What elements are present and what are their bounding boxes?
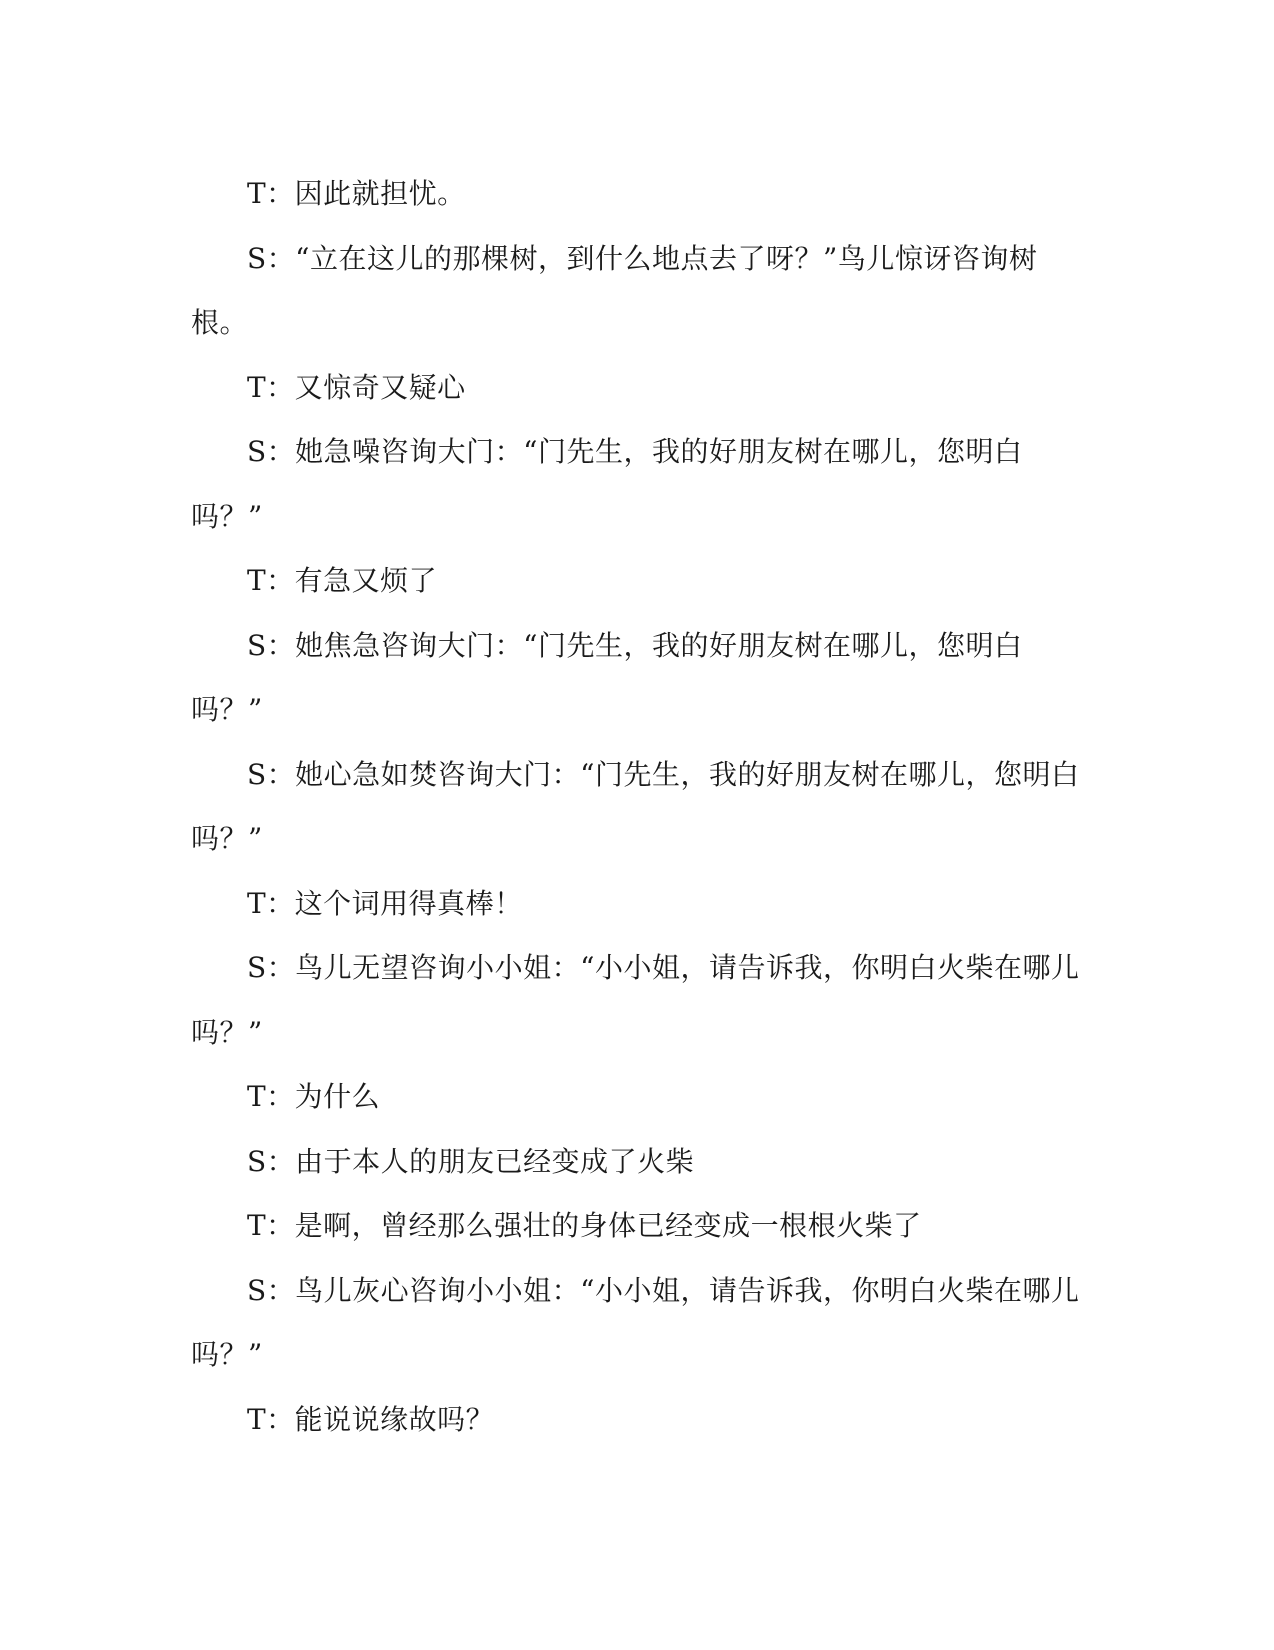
paragraph-8: T：这个词用得真棒！ [247,886,523,920]
paragraph-2: S：“立在这儿的那棵树，到什么地点去了呀？”鸟儿惊讶咨询树根。 [191,241,1038,339]
paragraph-13: S：鸟儿灰心咨询小小姐：“小小姐，请告诉我，你明白火柴在哪儿吗？” [191,1273,1080,1371]
paragraph-11: S：由于本人的朋友已经变成了火柴 [247,1144,695,1178]
paragraph-1: T：因此就担忧。 [247,177,466,210]
paragraph-12: T：是啊，曾经那么强壮的身体已经变成一根根火柴了 [247,1209,922,1242]
paragraph-7: S：她心急如焚咨询大门：“门先生，我的好朋友树在哪儿，您明白吗？” [191,757,1080,855]
paragraph-10: T：为什么 [247,1080,381,1113]
paragraph-14: T：能说说缘故吗？ [247,1402,495,1436]
paragraph-9: S：鸟儿无望咨询小小姐：“小小姐，请告诉我，你明白火柴在哪儿吗？” [191,951,1080,1049]
paragraph-4: S：她急噪咨询大门：“门先生，我的好朋友树在哪儿，您明白吗？” [191,435,1023,533]
paragraph-5: T：有急又烦了 [247,564,438,597]
paragraph-3: T：又惊奇又疑心 [247,370,466,404]
paragraph-6: S：她焦急咨询大门：“门先生，我的好朋友树在哪儿，您明白吗？” [191,628,1023,726]
document-body [191,162,1081,1452]
